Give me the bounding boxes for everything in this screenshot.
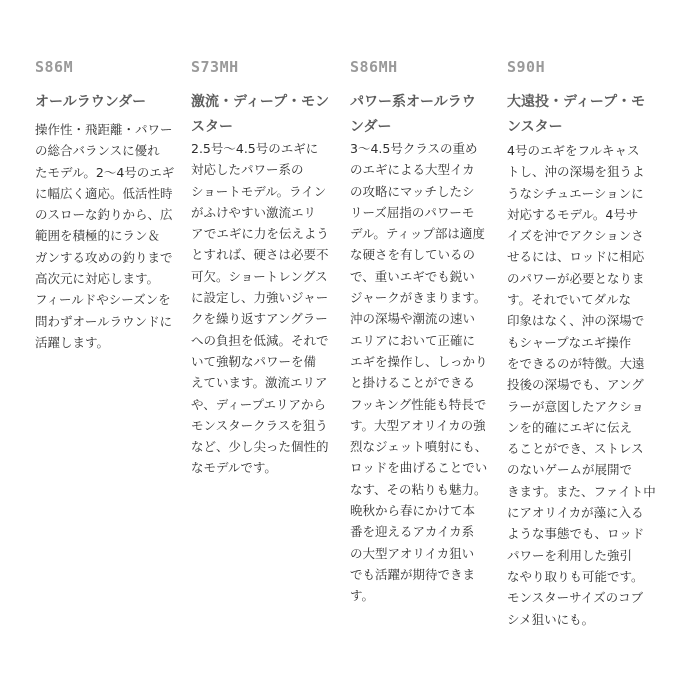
description-line: アでエギに力を伝えよう [191, 226, 329, 242]
description-line: エリアにおいて正確に [350, 332, 476, 348]
description-line: に幅広く適応。低活性時 [35, 185, 173, 201]
description-line: をできるのが特徴。大遠 [507, 355, 645, 371]
description-line: いて強靭なパワーを備 [191, 353, 317, 369]
description-line: でも活躍が期待できま [350, 566, 476, 582]
description-line: のないゲームが展開で [507, 462, 633, 478]
description-line: す。 [350, 588, 375, 604]
description-line: のエギによる大型イカ [350, 162, 475, 178]
title-line: ンスター [507, 119, 563, 135]
model-code: S73MH [191, 58, 239, 76]
description-line: シメ狙いにも。 [507, 611, 595, 627]
model-code: S86MH [350, 58, 398, 76]
description-line: なモデルです。 [191, 460, 277, 476]
title-line: 大遠投・ディープ・モ [507, 94, 646, 110]
description-line: もシャープなエギ操作 [507, 334, 632, 350]
title-line: パワー系オールラウ [350, 94, 476, 110]
description-line: 範囲を積極的にラン＆ [35, 228, 161, 244]
description-line: ジャークがきまります。 [350, 290, 487, 306]
description-line: で、重いエギでも鋭い [350, 268, 475, 284]
description-line: イズを沖でアクションさ [507, 228, 644, 244]
description-line: せるには、ロッドに相応 [507, 249, 645, 265]
description-line: 問わずオールラウンドに [35, 313, 173, 329]
description-line: な硬さを有しているの [350, 247, 476, 263]
description-line: 番を迎えるアカイカ系 [350, 524, 475, 540]
description-line: なす、その粘りも魅力。 [350, 481, 487, 497]
description-line: がふけやすい激流エリ [191, 204, 317, 220]
description-line: モンスターサイズのコブ [507, 590, 644, 606]
description-line: の大型アオリイカ狙い [350, 545, 475, 561]
description-line: 操作性・飛距離・パワー [35, 122, 173, 137]
model-description [35, 119, 177, 353]
description-line: 活躍します。 [35, 334, 110, 350]
description-line: ような事態でも、ロッド [507, 526, 645, 542]
description-line: に設定し、力強いジャー [191, 290, 329, 306]
description-line: なやり取りも可能です。 [507, 568, 644, 584]
title-line: 激流・ディープ・モン [191, 94, 330, 110]
description-line: トし、沖の深場を狙うよ [507, 164, 645, 180]
description-line: 対応するモデル。4号サ [507, 206, 639, 222]
description-line: のスローな釣りから、広 [35, 207, 173, 223]
description-line: モンスタークラスを狙う [191, 417, 328, 433]
title-line: オールラウンダー [35, 94, 147, 110]
description-line: 高次元に対応します。 [35, 271, 160, 287]
description-line: きます。また、ファイト中 [507, 483, 656, 499]
model-description [350, 138, 492, 607]
description-line: の総合バランスに優れ [35, 143, 160, 159]
description-line: ガンする攻めの釣りまで [35, 249, 173, 265]
description-line: ショートモデル。ライン [191, 183, 327, 199]
model-title [350, 90, 492, 140]
description-line: す。それでいてダルな [507, 292, 632, 308]
description-line: うなシチュエーションに [507, 185, 644, 201]
description-line: と掛けることができる [350, 375, 476, 391]
description-line: 烈なジェット噴射にも、 [350, 439, 488, 455]
description-line: の攻略にマッチしたシ [350, 183, 475, 199]
description-line: 沖の深場や潮流の速い [350, 311, 476, 327]
description-line: フッキング性能も特長で [350, 396, 487, 412]
description-line: ることができ、ストレス [507, 441, 644, 457]
description-line: たモデル。2～4号のエギ [35, 164, 175, 180]
model-title [507, 90, 649, 140]
description-line: ロッドを曲げることでい [350, 460, 488, 476]
description-line: への負担を低減。それで [191, 332, 329, 348]
description-line: や、ディープエリアから [191, 396, 327, 412]
model-code: S86M [35, 58, 74, 76]
description-line: クを繰り返すアングラー [191, 311, 328, 327]
description-line: など、少し尖った個性的 [191, 439, 329, 455]
description-line: 2.5号～4.5号のエギに [191, 141, 319, 156]
description-line: 印象はなく、沖の深場で [507, 313, 645, 329]
description-line: にアオリイカが藻に入る [507, 505, 644, 521]
description-line: デル。ティップ部は適度 [350, 226, 485, 242]
description-line: えています。激流エリア [191, 375, 328, 391]
description-line: ンを的確にエギに伝え [507, 419, 633, 435]
description-line: 晩秋から春にかけて本 [350, 503, 476, 519]
description-line: す。大型アオリイカの強 [350, 417, 486, 433]
model-title [191, 90, 333, 140]
model-code: S90H [507, 58, 546, 76]
description-line: 4号のエギをフルキャス [507, 143, 640, 158]
description-line: 可欠。ショートレングス [191, 268, 328, 284]
description-line: ラーが意図したアクショ [507, 398, 644, 414]
description-line: エギを操作し、しっかり [350, 353, 488, 369]
description-line: 3～4.5号クラスの重め [350, 141, 478, 156]
description-line: のパワーが必要となりま [507, 270, 645, 286]
model-title [35, 90, 177, 115]
description-line: 対応したパワー系の [191, 162, 304, 178]
model-description [507, 140, 656, 630]
title-line: スター [191, 119, 233, 135]
title-line: ンダー [350, 119, 392, 135]
description-line: パワーを利用した強引 [507, 547, 633, 563]
description-line: リーズ屈指のパワーモ [350, 204, 475, 220]
description-line: 投後の深場でも、アング [507, 377, 644, 393]
model-description [191, 138, 333, 479]
description-line: とすれば、硬さは必要不 [191, 247, 329, 263]
description-line: フィールドやシーズンを [35, 292, 171, 308]
